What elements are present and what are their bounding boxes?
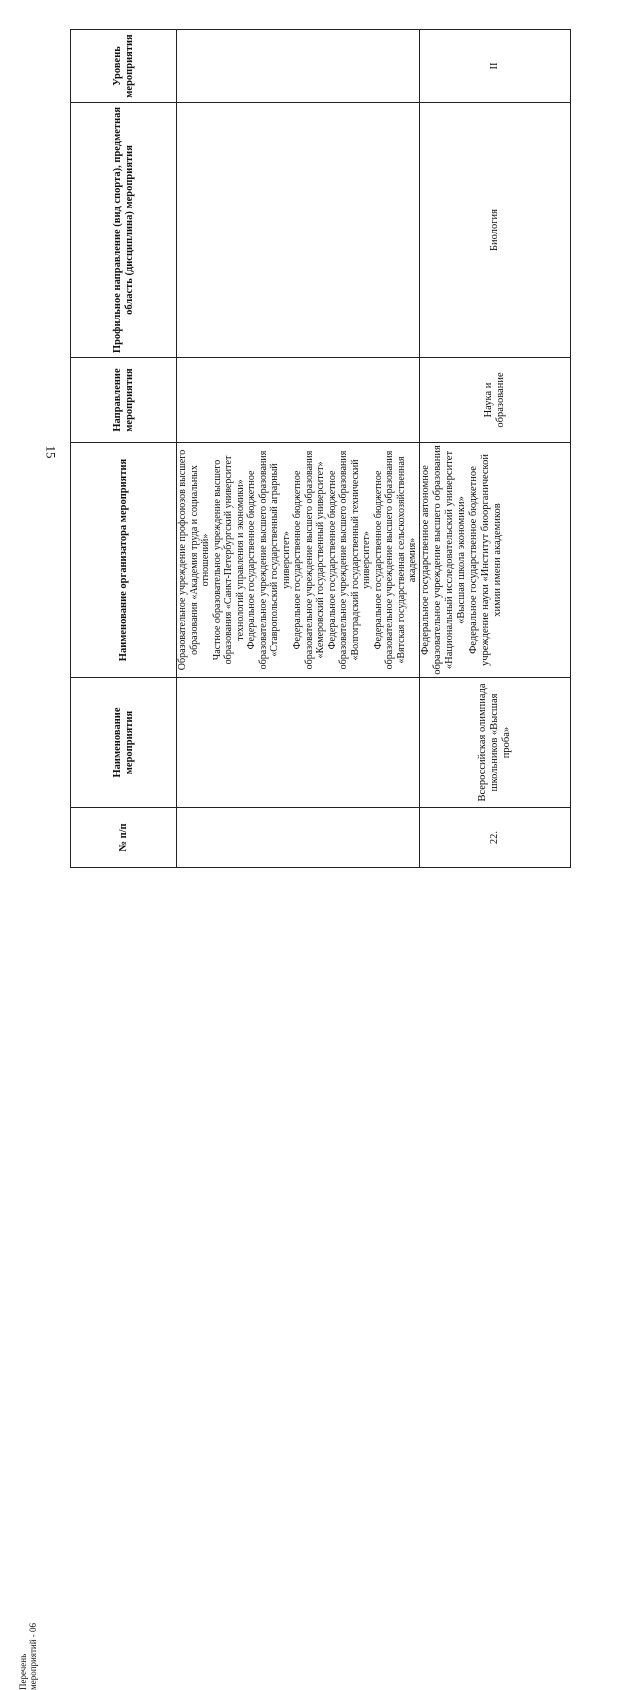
cell-event-name-empty — [177, 678, 420, 808]
organizer-item: Федеральное государственное бюджетное образовательное учреждение высшего образования «Волгоградский государственный технический университет» — [326, 450, 372, 670]
cell-organizers-continued — [177, 443, 420, 678]
cell-num-empty — [177, 808, 420, 868]
cell-event-name: Всероссийская олимпиада школьников «Высшая проба» — [419, 678, 570, 808]
organizer-item: Федеральное государственное бюджетное образовательное учреждение высшего образования «Ставропольский государственный аграрный университет» — [246, 450, 292, 670]
cell-organizers — [419, 443, 570, 678]
header-event-name: Наименование мероприятия — [71, 678, 177, 808]
cell-level-empty — [177, 30, 420, 103]
cell-profile-empty — [177, 103, 420, 358]
cell-profile: Биология — [419, 103, 570, 358]
cell-direction-empty — [177, 358, 420, 443]
cell-level: II — [419, 30, 570, 103]
rotated-table-container — [70, 30, 565, 868]
header-num: № п/п — [71, 808, 177, 868]
header-organizer: Наименование организатора мероприятия — [71, 443, 177, 678]
header-level: Уровень мероприятия — [71, 30, 177, 103]
cell-num: 22. — [419, 808, 570, 868]
table-row-22 — [419, 30, 570, 868]
organizer-item: Федеральное государственное бюджетное образовательное учреждение высшего образования «Вятская государственная сельскохозяйственная академия» — [372, 450, 418, 670]
table-row-continued — [177, 30, 420, 868]
organizer-item: Образовательное учреждение профсоюзов высшего образования «Академия труда и социальных отношений» — [177, 449, 211, 671]
organizer-item: Федеральное государственное бюджетное учреждение науки «Институт биоорганической химии имени академиков — [467, 454, 503, 667]
organizer-item: Частное образовательное учреждение высшего образования «Санкт-Петербургский университет технологий управления и экономики» — [211, 455, 246, 665]
cell-direction: Наука и образование — [419, 358, 570, 443]
footer-container — [4, 878, 94, 1690]
header-profile: Профильное направление (вид спорта), предметная область (дисциплина) мероприятия — [71, 103, 177, 358]
header-direction: Направление мероприятия — [71, 358, 177, 443]
events-table — [70, 29, 571, 868]
footer-text: Перечень мероприятий - 06 — [18, 1622, 38, 1690]
organizer-item: Федеральное государственное бюджетное образовательное учреждение высшего образования «Кемеровский государственный университет» — [292, 450, 326, 670]
organizer-item: Федеральное государственное автономное образовательное учреждение высшего образования «Национальный исследовательский университет «Высшая школа экономики» — [419, 445, 467, 675]
table-header-row — [71, 30, 177, 868]
page-number: 15 — [43, 445, 59, 459]
